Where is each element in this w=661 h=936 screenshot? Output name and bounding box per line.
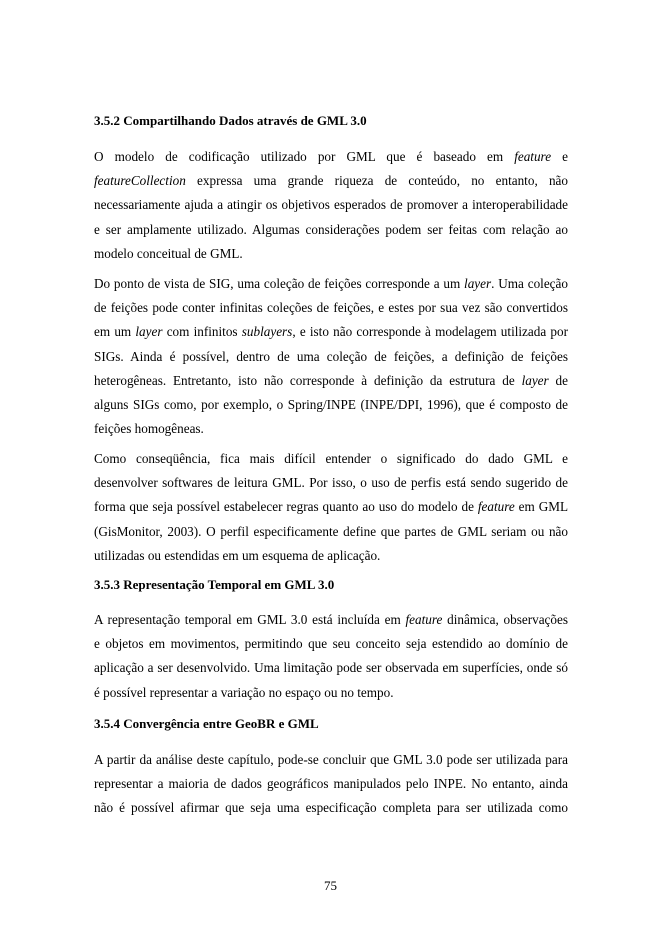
paragraph (94, 748, 568, 821)
paragraph-line: representar a maioria de dados geográficos manipulados pelo INPE. No entanto, ainda (94, 776, 568, 792)
paragraph-line: Como conseqüência, fica mais difícil entender o significado do dado GML e (94, 451, 568, 466)
paragraph-line: e ser amplamente utilizado. Algumas considerações podem ser feitas com relação ao (94, 221, 568, 237)
paragraph-line: A partir da análise deste capítulo, pode-se concluir que GML 3.0 pode ser utilizada para (94, 752, 568, 767)
paragraph-line: feições homogêneas. (94, 421, 204, 437)
paragraph-line: desenvolver softwares de leitura GML. Por isso, o uso de perfis está sendo sugerido de (94, 475, 568, 491)
paragraph-line: em um layer com infinitos sublayers, e isto não corresponde à modelagem utilizada por (94, 324, 568, 340)
paragraph-line: Do ponto de vista de SIG, uma coleção de feições corresponde a um layer. Uma coleção (94, 276, 568, 291)
paragraph-line: necessariamente ajuda a atingir os objetivos esperados de promover a interoperabilidade (94, 197, 568, 213)
paragraph (94, 447, 568, 568)
paragraph-line: (GisMonitor, 2003). O perfil especificamente define que partes de GML seriam ou não (94, 523, 568, 539)
paragraph-line: featureCollection expressa uma grande riqueza de conteúdo, no entanto, não (94, 173, 568, 189)
section-heading-3-5-2: 3.5.2 Compartilhando Dados através de GML 3.0 (94, 113, 367, 128)
paragraph (94, 145, 568, 266)
paragraph-line: heterogêneas. Entretanto, isto não corresponde à definição da estrutura de layer de (94, 372, 568, 388)
paragraph-line: O modelo de codificação utilizado por GML que é baseado em feature e (94, 149, 568, 164)
paragraph-line: alguns SIGs como, por exemplo, o Spring/INPE (INPE/DPI, 1996), que é composto de (94, 396, 568, 412)
paragraph-line: A representação temporal em GML 3.0 está incluída em feature dinâmica, observações (94, 612, 568, 627)
paragraph-line: e objetos em movimentos, permitindo que seu conceito seja estendido ao domínio de (94, 636, 568, 652)
paragraph-line: de feições pode conter infinitas coleções de feições, e estes por sua vez são convertidos (94, 300, 568, 316)
page-number: 75 (324, 878, 337, 893)
paragraph-line: é possível representar a variação no espaço ou no tempo. (94, 684, 394, 700)
paragraph-line: SIGs. Ainda é possível, dentro de uma coleção de feições, a definição de feições (94, 348, 568, 364)
paragraph (94, 608, 568, 705)
paragraph-line: aplicação a ser desenvolvido. Uma limitação pode ser observada em superfícies, onde só (94, 660, 568, 676)
section-heading-3-5-3: 3.5.3 Representação Temporal em GML 3.0 (94, 577, 335, 592)
paragraph (94, 272, 568, 441)
paragraph-line: modelo conceitual de GML. (94, 245, 243, 261)
paragraph-line: forma que seja possível estabelecer regras quanto ao uso do modelo de feature em GML (94, 499, 568, 515)
paragraph-line: não é possível afirmar que seja uma especificação completa para ser utilizada como (94, 800, 568, 816)
paragraph-line: utilizadas ou estendidas em um esquema de aplicação. (94, 547, 381, 563)
section-heading-3-5-4: 3.5.4 Convergência entre GeoBR e GML (94, 716, 319, 731)
